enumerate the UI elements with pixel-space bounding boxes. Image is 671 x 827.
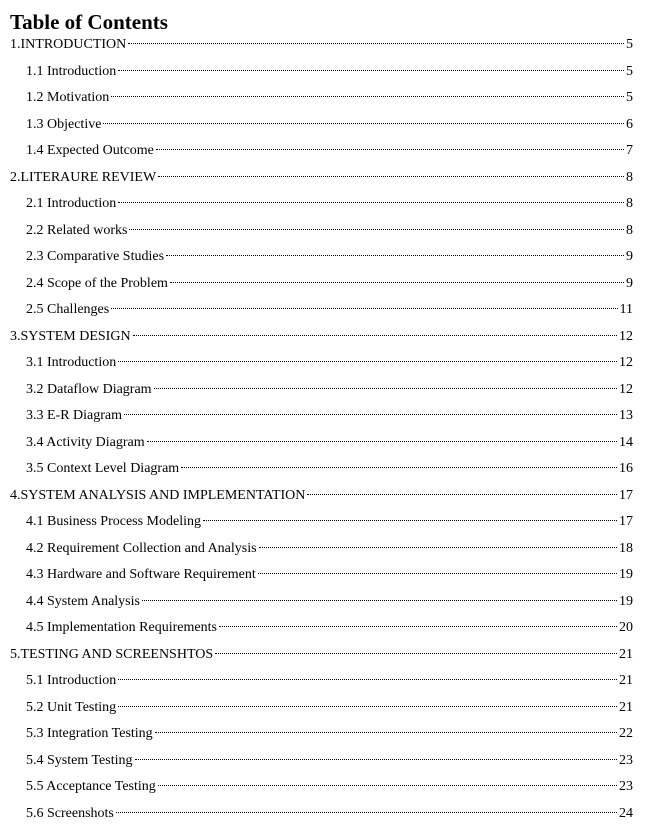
toc-entry-label: 2.LITERAURE REVIEW (10, 169, 157, 185)
toc-entry-label: 3.4 Activity Diagram (26, 434, 145, 450)
toc-page-number: 18 (619, 540, 633, 556)
dot-leader (118, 679, 617, 680)
toc-page-number: 23 (619, 752, 633, 768)
dot-leader (203, 520, 617, 521)
toc-section-entry[interactable] (26, 433, 633, 453)
dot-leader (111, 308, 617, 309)
dot-leader (116, 812, 617, 813)
toc-section-entry[interactable] (26, 115, 633, 135)
toc-page-number: 24 (619, 805, 633, 821)
toc-page-number: 16 (619, 461, 633, 476)
toc-page-number: 22 (619, 726, 633, 741)
toc-page-number: 17 (619, 514, 633, 529)
toc-section-entry[interactable] (26, 406, 633, 426)
toc-page-number: 19 (619, 567, 633, 582)
toc-page-number: 8 (626, 169, 633, 185)
toc-page-number: 5 (626, 37, 633, 52)
dot-leader (118, 361, 617, 362)
toc-page-number: 13 (619, 408, 633, 423)
toc-entry-label: 4.5 Implementation Requirements (26, 620, 217, 635)
toc-entry-label: 4.1 Business Process Modeling (26, 514, 201, 529)
toc-section-entry[interactable] (26, 671, 633, 691)
toc-section-entry[interactable] (26, 512, 633, 532)
toc-entry-label: 5.6 Screenshots (26, 805, 114, 821)
toc-page-number: 23 (619, 779, 633, 794)
toc-entry-label: 5.TESTING AND SCREENSHTOS (10, 646, 214, 662)
dot-leader (156, 149, 624, 150)
dot-leader (158, 176, 624, 177)
dot-leader (158, 785, 617, 786)
toc-entry-label: 4.SYSTEM ANALYSIS AND IMPLEMENTATION (10, 487, 306, 503)
toc-entry-label: 5.4 System Testing (26, 752, 133, 768)
toc-entry-label: 5.2 Unit Testing (26, 699, 117, 715)
toc-page-number: 21 (619, 699, 633, 715)
toc-page-number: 7 (626, 143, 633, 158)
toc-entry-label: 2.2 Related works (26, 222, 128, 238)
toc-entry-label: 2.5 Challenges (26, 302, 110, 317)
toc-section-entry[interactable] (26, 88, 633, 108)
toc-page-number: 8 (626, 196, 633, 211)
dot-leader (258, 573, 617, 574)
toc-section-entry[interactable] (26, 751, 633, 771)
toc-chapter-entry[interactable] (10, 35, 633, 55)
dot-leader (111, 96, 624, 97)
dot-leader (128, 43, 624, 44)
toc-entry-label: 1.4 Expected Outcome (26, 143, 154, 158)
toc-page-number: 9 (626, 249, 633, 264)
toc-entry-label: 4.4 System Analysis (26, 593, 140, 609)
toc-entry-label: 1.3 Objective (26, 116, 102, 132)
dot-leader (259, 547, 617, 548)
toc-page-number: 12 (619, 355, 633, 370)
toc-entry-label: 3.5 Context Level Diagram (26, 461, 180, 476)
toc-section-entry[interactable] (26, 539, 633, 559)
toc-page-number: 12 (619, 328, 633, 344)
toc-entry-label: 2.3 Comparative Studies (26, 249, 165, 264)
dot-leader (181, 467, 617, 468)
toc-section-entry[interactable] (26, 592, 633, 612)
toc-section-entry[interactable] (26, 247, 633, 267)
toc-section-entry[interactable] (26, 804, 633, 824)
toc-section-entry[interactable] (26, 380, 633, 400)
toc-entry-label: 2.4 Scope of the Problem (26, 275, 168, 291)
toc-entry-label: 1.1 Introduction (26, 63, 117, 79)
toc-chapter-entry[interactable] (10, 645, 633, 665)
page-title: Table of Contents (10, 10, 168, 34)
dot-leader (129, 229, 624, 230)
toc-entry-label: 4.2 Requirement Collection and Analysis (26, 540, 257, 556)
toc-section-entry[interactable] (26, 618, 633, 638)
toc-page-number: 5 (626, 90, 633, 105)
toc-section-entry[interactable] (26, 300, 633, 320)
toc-page-number: 17 (619, 487, 633, 503)
dot-leader (135, 759, 618, 760)
toc-chapter-entry[interactable] (10, 327, 633, 347)
toc-section-entry[interactable] (26, 459, 633, 479)
toc-entry-label: 1.2 Motivation (26, 90, 110, 105)
toc-entry-label: 1.INTRODUCTION (10, 37, 127, 52)
toc-section-entry[interactable] (26, 221, 633, 241)
toc-section-entry[interactable] (26, 565, 633, 585)
dot-leader (307, 494, 617, 495)
dot-leader (166, 255, 624, 256)
toc-page-number: 12 (619, 381, 633, 397)
toc-page-number: 5 (626, 63, 633, 79)
toc-entry-label: 3.2 Dataflow Diagram (26, 381, 152, 397)
dot-leader (154, 388, 617, 389)
toc-page-number: 21 (619, 673, 633, 688)
dot-leader (219, 626, 617, 627)
toc-page-number: 8 (626, 222, 633, 238)
toc-chapter-entry[interactable] (10, 486, 633, 506)
dot-leader (170, 282, 624, 283)
dot-leader (103, 123, 624, 124)
dot-leader (118, 202, 624, 203)
toc-entry-label: 3.3 E-R Diagram (26, 408, 123, 423)
toc-page-number: 19 (619, 593, 633, 609)
toc-chapter-entry[interactable] (10, 168, 633, 188)
toc-page-number: 14 (619, 434, 633, 450)
toc-section-entry[interactable] (26, 194, 633, 214)
toc-section-entry[interactable] (26, 353, 633, 373)
dot-leader (155, 732, 617, 733)
dot-leader (118, 70, 624, 71)
toc-page-number: 6 (626, 116, 633, 132)
toc-entry-label: 5.1 Introduction (26, 673, 117, 688)
toc-section-entry[interactable] (26, 274, 633, 294)
dot-leader (147, 441, 617, 442)
toc-entry-label: 5.3 Integration Testing (26, 726, 153, 741)
toc-section-entry[interactable] (26, 724, 633, 744)
toc-page-number: 20 (619, 620, 633, 635)
toc-page-number: 9 (626, 275, 633, 291)
toc-entry-label: 3.SYSTEM DESIGN (10, 328, 131, 344)
toc-entry-label: 5.5 Acceptance Testing (26, 779, 156, 794)
toc-section-entry[interactable] (26, 62, 633, 82)
toc-page-number: 11 (619, 302, 633, 317)
toc-entry-label: 3.1 Introduction (26, 355, 117, 370)
toc-section-entry[interactable] (26, 777, 633, 797)
toc-section-entry[interactable] (26, 141, 633, 161)
dot-leader (142, 600, 617, 601)
dot-leader (133, 335, 617, 336)
dot-leader (118, 706, 617, 707)
toc-page-number: 21 (619, 646, 633, 662)
dot-leader (124, 414, 617, 415)
dot-leader (215, 653, 617, 654)
toc-entry-label: 2.1 Introduction (26, 196, 117, 211)
toc-section-entry[interactable] (26, 698, 633, 718)
toc-entry-label: 4.3 Hardware and Software Requirement (26, 567, 256, 582)
